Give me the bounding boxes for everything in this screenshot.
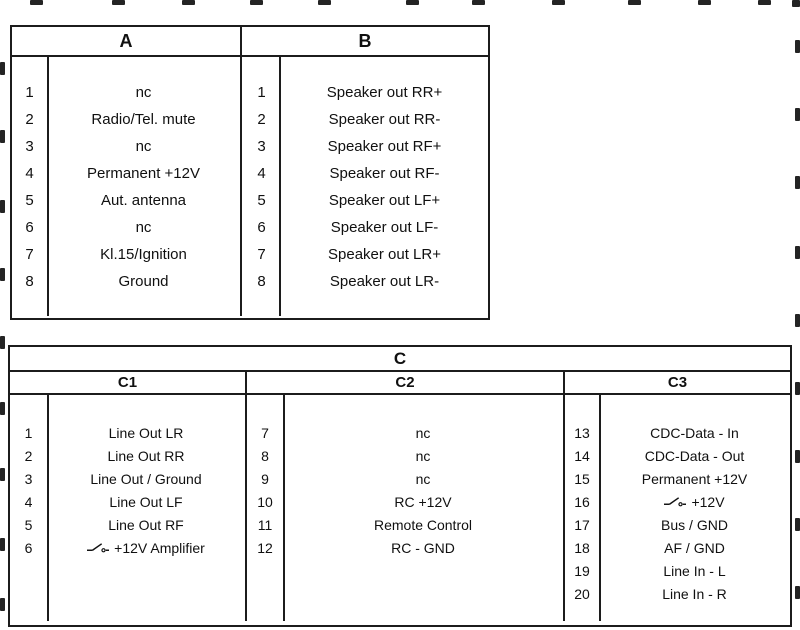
pin-label: nc	[135, 138, 152, 155]
pin-label-text: +12V	[691, 493, 725, 510]
pin-label: Bus / GND	[661, 516, 728, 533]
scan-artifact-mark	[795, 586, 800, 599]
column-divider	[47, 57, 49, 316]
scan-artifact-mark	[795, 246, 800, 259]
pin-label: Line Out LF	[109, 493, 183, 510]
scan-artifact-mark	[628, 0, 641, 5]
pin-label: nc	[415, 447, 431, 464]
connector-c-table	[8, 345, 792, 627]
scan-artifact-mark	[795, 314, 800, 327]
scan-artifact-mark	[698, 0, 711, 5]
pin-label: Line Out / Ground	[90, 470, 202, 487]
pin-number: 13	[574, 424, 590, 441]
pin-label: Ground	[118, 273, 169, 290]
pin-row	[10, 536, 245, 559]
pin-row	[247, 536, 563, 559]
ab-body	[12, 57, 488, 316]
scan-artifact-mark	[0, 62, 5, 75]
pin-number: 6	[25, 219, 34, 236]
pin-number: 1	[257, 84, 266, 101]
pin-label: Line In - R	[662, 585, 727, 602]
pin-label: Speaker out LF-	[330, 219, 439, 236]
pin-label: Remote Control	[373, 516, 473, 533]
pin-row	[247, 444, 563, 467]
pin-number: 20	[574, 585, 590, 602]
pin-number: 4	[257, 165, 266, 182]
pin-label: Radio/Tel. mute	[91, 111, 196, 128]
pin-number: 9	[261, 470, 269, 487]
switch-icon	[664, 496, 686, 507]
pin-number: 18	[574, 539, 590, 556]
pin-label: Speaker out RR+	[326, 84, 443, 101]
column-divider	[47, 395, 49, 621]
scan-artifact-mark	[0, 598, 5, 611]
connector-b-column	[242, 57, 488, 316]
header-c: C	[10, 347, 790, 372]
pin-number: 1	[25, 84, 34, 101]
scan-artifact-mark	[406, 0, 419, 5]
pin-label	[599, 494, 790, 510]
pin-label: Line Out RR	[107, 447, 185, 464]
pin-row	[10, 513, 245, 536]
pin-label: Speaker out LR-	[329, 273, 440, 290]
scan-artifact-mark	[795, 40, 800, 53]
scan-artifact-mark	[182, 0, 195, 5]
scan-artifact-mark	[0, 200, 5, 213]
pin-label: nc	[135, 84, 152, 101]
pin-label: Line Out LR	[108, 424, 184, 441]
pin-number: 5	[25, 192, 34, 209]
scan-artifact-mark	[552, 0, 565, 5]
pin-number: 12	[257, 539, 273, 556]
pin-label: CDC-Data - Out	[644, 447, 745, 464]
pin-label: Speaker out RF-	[329, 165, 440, 182]
pin-number: 10	[257, 493, 273, 510]
scan-artifact-mark	[795, 518, 800, 531]
pin-label: Kl.15/Ignition	[100, 246, 187, 263]
scan-artifact-mark	[0, 402, 5, 415]
pin-number: 7	[257, 246, 266, 263]
scan-artifact-mark	[795, 450, 800, 463]
pin-number: 4	[25, 165, 34, 182]
pin-label: RC - GND	[391, 539, 455, 556]
pin-label: nc	[415, 424, 431, 441]
header-c3: C3	[667, 374, 688, 391]
pin-label: Speaker out LF+	[328, 192, 441, 209]
scan-artifact-mark	[0, 336, 5, 349]
scan-artifact-mark	[250, 0, 263, 5]
pin-row	[247, 513, 563, 536]
scan-artifact-mark	[795, 108, 800, 121]
pin-number: 3	[24, 470, 33, 487]
scan-artifact-mark	[0, 130, 5, 143]
column-divider	[599, 395, 601, 621]
pin-label: Speaker out RF+	[327, 138, 442, 155]
pin-number: 7	[25, 246, 34, 263]
scan-artifact-mark	[0, 538, 5, 551]
scan-artifact-mark	[0, 468, 5, 481]
pin-row	[10, 444, 245, 467]
scan-artifact-mark	[112, 0, 125, 5]
pin-number: 15	[574, 470, 590, 487]
pin-label: Line In - L	[663, 562, 726, 579]
header-c1: C1	[10, 372, 247, 393]
pin-row	[10, 490, 245, 513]
pin-number: 2	[257, 111, 266, 128]
pin-row	[247, 467, 563, 490]
c-subheader-row	[10, 372, 790, 395]
pin-number: 14	[574, 447, 590, 464]
pin-label: nc	[135, 219, 152, 236]
pin-label	[47, 540, 245, 556]
connector-c3-section	[565, 395, 790, 621]
header-a: A	[12, 27, 242, 55]
pin-label: Permanent +12V	[87, 165, 200, 182]
c-body	[10, 395, 790, 621]
pin-label: AF / GND	[664, 539, 725, 556]
pin-label: Speaker out RR-	[328, 111, 441, 128]
pin-label: Line Out RF	[108, 516, 184, 533]
pin-number: 8	[25, 273, 34, 290]
header-b: B	[358, 30, 372, 51]
connector-c2-section	[247, 395, 565, 621]
pin-label: Aut. antenna	[100, 192, 187, 209]
pin-number: 16	[574, 493, 590, 510]
column-divider	[283, 395, 285, 621]
switch-icon	[87, 542, 109, 553]
pin-number: 8	[257, 273, 266, 290]
pin-number: 6	[24, 539, 33, 556]
pin-number: 1	[24, 424, 33, 441]
connector-a-column	[12, 57, 242, 316]
scan-artifact-mark	[795, 382, 800, 395]
pin-number: 2	[25, 111, 34, 128]
pin-label: CDC-Data - In	[650, 424, 739, 441]
pin-row	[247, 421, 563, 444]
pin-number: 5	[257, 192, 266, 209]
pin-label: Permanent +12V	[641, 470, 748, 487]
scan-artifact-mark	[795, 176, 800, 189]
scan-artifact-mark	[318, 0, 331, 5]
pin-number: 4	[24, 493, 33, 510]
column-divider	[279, 57, 281, 316]
connector-ab-table	[10, 25, 490, 320]
pin-row	[247, 490, 563, 513]
scan-artifact-mark	[758, 0, 771, 5]
pin-number: 2	[24, 447, 33, 464]
pin-label-text: +12V Amplifier	[114, 539, 205, 556]
pin-row	[10, 421, 245, 444]
scan-artifact-mark	[0, 268, 5, 281]
pin-number: 3	[257, 138, 266, 155]
pin-label: Speaker out LR+	[328, 246, 441, 263]
connector-c1-section	[10, 395, 247, 621]
pin-label: RC +12V	[394, 493, 452, 510]
pin-number: 7	[261, 424, 269, 441]
header-c2: C2	[247, 372, 565, 393]
pin-number: 3	[25, 138, 34, 155]
scan-artifact-mark	[472, 0, 485, 5]
pin-number: 17	[574, 516, 590, 533]
pin-row	[10, 467, 245, 490]
pin-label: nc	[415, 470, 431, 487]
scan-artifact-mark	[30, 0, 43, 5]
pin-number: 5	[24, 516, 33, 533]
ab-header-row	[12, 27, 488, 57]
pin-number: 8	[261, 447, 269, 464]
scan-artifact-mark	[792, 0, 800, 7]
pin-number: 6	[257, 219, 266, 236]
pin-number: 11	[257, 516, 273, 533]
pin-number: 19	[574, 562, 590, 579]
